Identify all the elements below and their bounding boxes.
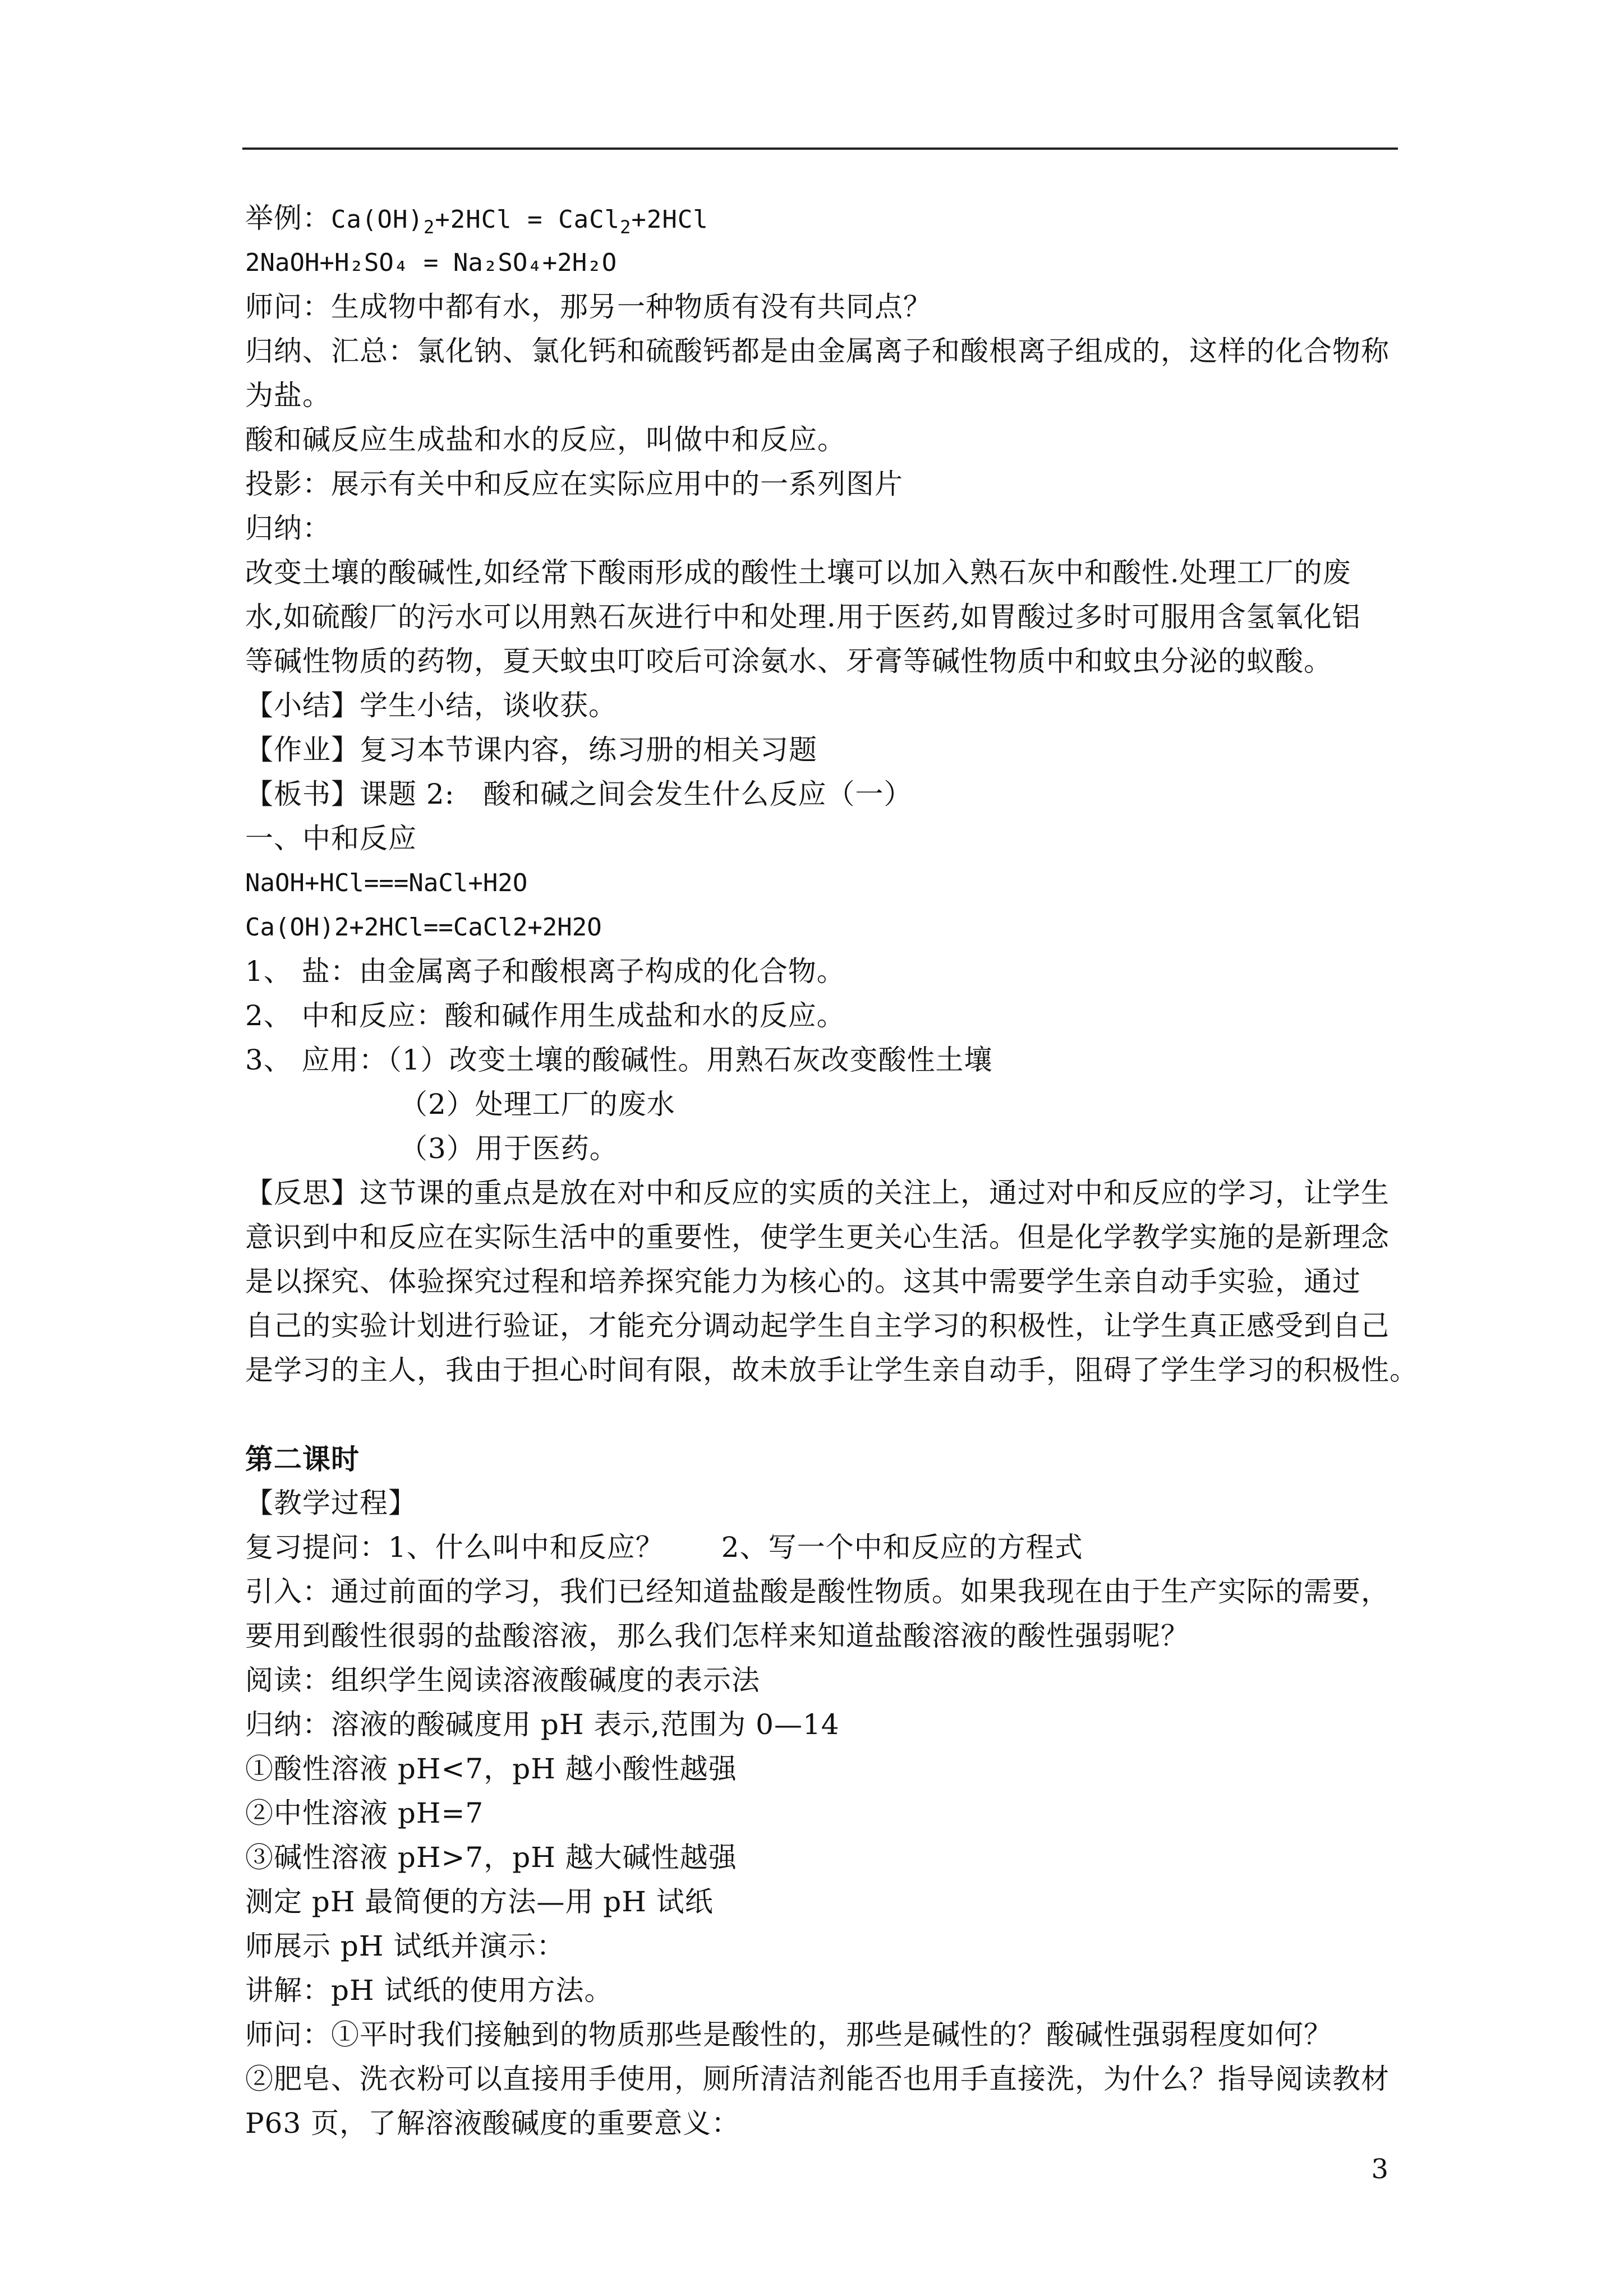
- document-body: [245, 196, 1418, 2146]
- ph-basic: ③碱性溶液 pH>7，pH 越大碱性越强: [245, 1841, 737, 1874]
- ph-paper-explanation: 讲解：pH 试纸的使用方法。: [245, 1974, 613, 2007]
- summary-salt-line1: 归纳、汇总：氯化钠、氯化钙和硫酸钙都是由金属离子和酸根离子组成的，这样的化合物称: [245, 335, 1390, 367]
- ph-acidic: ①酸性溶液 pH<7，pH 越小酸性越强: [245, 1753, 737, 1785]
- reflection-line4: 自己的实验计划进行验证，才能充分调动起学生自主学习的积极性，让学生真正感受到自己: [245, 1310, 1390, 1342]
- example-label: 举例：: [245, 202, 331, 234]
- blackboard-equation-2: Ca(OH)2+2HCl==CaCl2+2H2O: [245, 913, 602, 942]
- teacher-question-1: 师问：生成物中都有水，那另一种物质有没有共同点？: [245, 291, 932, 323]
- blackboard-equation-1: NaOH+HCl===NaCl+H2O: [245, 869, 528, 897]
- blackboard-subitem-3: （3）用于医药。: [399, 1132, 618, 1165]
- review-questions: 复习提问：1、什么叫中和反应？ 2、写一个中和反应的方程式: [245, 1531, 1083, 1564]
- reflection-line3: 是以探究、体验探究过程和培养探究能力为核心的。这其中需要学生亲自动手实验，通过: [245, 1265, 1361, 1298]
- example-equation-1: [245, 196, 1401, 241]
- section-homework: 【作业】复习本节课内容，练习册的相关习题: [245, 734, 817, 766]
- blackboard-subitem-2: （2）处理工厂的废水: [399, 1088, 675, 1121]
- introduction-line1: 引入：通过前面的学习，我们已经知道盐酸是酸性物质。如果我现在由于生产实际的需要，: [245, 1575, 1390, 1608]
- section-summary: 【小结】学生小结，谈收获。: [245, 689, 617, 722]
- teacher-question-2: 师问：①平时我们接触到的物质那些是酸性的，那些是碱性的？酸碱性强弱程度如何？: [245, 2018, 1332, 2051]
- teacher-question-3: ②肥皂、洗衣粉可以直接用手使用，厕所清洁剂能否也用手直接洗，为什么？指导阅读教材: [245, 2063, 1390, 2095]
- introduction-line2: 要用到酸性很弱的盐酸溶液，那么我们怎样来知道盐酸溶液的酸性强弱呢？: [245, 1620, 1189, 1652]
- section-blackboard: 【板书】课题 2: 酸和碱之间会发生什么反应（一）: [245, 778, 913, 810]
- reflection-line2: 意识到中和反应在实际生活中的重要性，使学生更关心生活。但是化学教学实施的是新理念: [245, 1221, 1390, 1253]
- reading-note: 阅读：组织学生阅读溶液酸碱度的表示法: [245, 1664, 760, 1696]
- application-paragraph-line1: 改变土壤的酸碱性,如经常下酸雨形成的酸性土壤可以加入熟石灰中和酸性.处理工厂的废: [245, 556, 1351, 589]
- reflection-line5: 是学习的主人，我由于担心时间有限，故未放手让学生亲自动手，阻碍了学生学习的积极性。: [245, 1354, 1418, 1386]
- projection-note: 投影：展示有关中和反应在实际应用中的一系列图片: [245, 468, 903, 500]
- blackboard-item-application: 3、 应用：（1）改变土壤的酸碱性。用熟石灰改变酸性土壤: [245, 1044, 993, 1076]
- header-rule: [242, 147, 1398, 150]
- blackboard-heading: 一、中和反应: [245, 822, 417, 855]
- ph-summary: 归纳：溶液的酸碱度用 pH 表示,范围为 0—14: [245, 1708, 840, 1741]
- paragraph-gap: [245, 1393, 1401, 1437]
- reflection-line1: 【反思】这节课的重点是放在对中和反应的实质的关注上，通过对中和反应的学习，让学生: [245, 1177, 1390, 1209]
- teaching-process-heading: 【教学过程】: [245, 1487, 417, 1519]
- summary-heading: 归纳：: [245, 512, 331, 545]
- ph-test-method: 测定 pH 最简便的方法—用 pH 试纸: [245, 1885, 714, 1918]
- page-number: 3: [1371, 2154, 1388, 2185]
- application-paragraph-line2: 水,如硫酸厂的污水可以用熟石灰进行中和处理.用于医药,如胃酸过多时可服用含氢氧化铝: [245, 601, 1361, 633]
- summary-salt-line2: 为盐。: [245, 379, 331, 412]
- second-lesson-heading: 第二课时: [245, 1442, 360, 1476]
- ph-neutral: ②中性溶液 pH=7: [245, 1797, 484, 1829]
- textbook-reference: P63 页，了解溶液酸碱度的重要意义：: [245, 2107, 740, 2140]
- example-equation-2: 2NaOH+H₂SO₄ = Na₂SO₄+2H₂O: [245, 248, 617, 277]
- blackboard-item-neutralization: 2、 中和反应：酸和碱作用生成盐和水的反应。: [245, 999, 845, 1032]
- neutralization-definition: 酸和碱反应生成盐和水的反应，叫做中和反应。: [245, 423, 846, 456]
- blackboard-item-salt: 1、 盐：由金属离子和酸根离子构成的化合物。: [245, 955, 845, 988]
- equation-calcium-hydroxide: $Ca(OH)_2+2HCl$ = CaCl$_2$+2HCl: [331, 205, 709, 238]
- application-paragraph-line3: 等碱性物质的药物，夏天蚊虫叮咬后可涂氨水、牙膏等碱性物质中和蚊虫分泌的蚁酸。: [245, 645, 1332, 677]
- teacher-demo: 师展示 pH 试纸并演示：: [245, 1930, 565, 1962]
